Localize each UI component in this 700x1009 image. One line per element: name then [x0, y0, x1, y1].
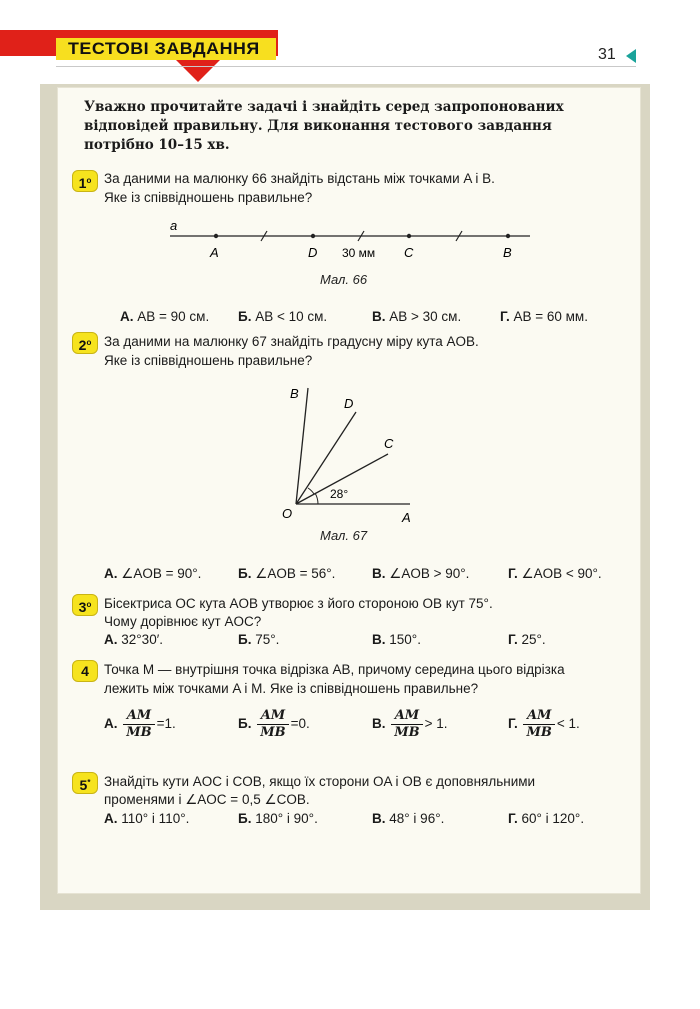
q5-answer-b[interactable]: Б. 180° і 90°.	[238, 811, 318, 826]
q4-answer-d[interactable]: Г. $\frac{AM}{MB}$ < 1.	[508, 708, 580, 740]
q4-answer-a[interactable]: А. $\frac{AM}{MB}$ =1.	[104, 708, 176, 740]
q2-answer-a[interactable]: А. ∠AOB = 90°.	[104, 566, 202, 581]
point-d	[311, 234, 315, 238]
page-number: 31	[598, 46, 616, 63]
q1-answer-c[interactable]: В. AB > 30 см.	[372, 309, 462, 324]
segment-length-label: 30 мм	[342, 246, 376, 260]
question-2-text-line1: За даними на малюнку 67 знайдіть градусну міру кута AOB.	[104, 334, 479, 349]
q1-answer-b[interactable]: Б. AB < 10 см.	[238, 309, 328, 324]
question-3-text-line2: Чому дорівнює кут AOC?	[104, 614, 262, 629]
point-a-label: A	[402, 510, 411, 525]
point-c-label: C	[384, 436, 394, 451]
question-1-text-line1: За даними на малюнку 66 знайдіть відстань між точками A і B.	[104, 171, 495, 186]
figure-66	[160, 216, 540, 266]
question-4-badge: 4	[72, 660, 98, 682]
q5-answer-a[interactable]: А. 110° і 110°.	[104, 811, 190, 826]
question-2-text-line2: Яке із співвідношень правильне?	[104, 353, 313, 368]
question-1-badge: $1^о$	[72, 170, 98, 192]
page-arrow-icon	[626, 49, 636, 63]
question-5-text-line2: променями і ∠AOC = 0,5 ∠COB.	[104, 792, 310, 807]
question-1-text-line2: Яке із співвідношень правильне?	[104, 190, 313, 205]
question-4-text-line2: лежить між точками A і M. Яке із співвідношень правильне?	[104, 681, 479, 696]
point-b-label: B	[290, 386, 299, 401]
figure-67	[270, 378, 430, 528]
q3-answer-a[interactable]: А. 32°30′.	[104, 632, 163, 647]
point-c	[407, 234, 411, 238]
q1-answer-a[interactable]: А. AB = 90 см.	[120, 309, 210, 324]
figure-67-caption: Мал. 67	[320, 528, 368, 543]
angle-arc-2	[308, 488, 314, 494]
question-2-badge: $2^о$	[72, 332, 98, 354]
point-d-label: D	[344, 396, 354, 411]
figure-66-caption: Мал. 66	[320, 272, 368, 287]
fraction-am-mb: $\frac{AM}{MB}$	[391, 708, 422, 741]
q5-answer-c[interactable]: В. 48° і 96°.	[372, 811, 445, 826]
q2-answer-b[interactable]: Б. ∠AOB = 56°.	[238, 566, 336, 581]
point-a	[214, 234, 218, 238]
q2-answer-c[interactable]: В. ∠AOB > 90°.	[372, 566, 470, 581]
header-divider	[56, 66, 636, 67]
fraction-am-mb: $\frac{AM}{MB}$	[257, 708, 288, 741]
angle-label: 28°	[330, 487, 349, 501]
angle-arc-1	[315, 493, 318, 504]
q3-answer-c[interactable]: В. 150°.	[372, 632, 421, 647]
q5-answer-d[interactable]: Г. 60° і 120°.	[508, 811, 585, 826]
q4-answer-b[interactable]: Б. $\frac{AM}{MB}$ =0.	[238, 708, 310, 740]
question-5-badge: 5*	[72, 772, 98, 794]
ray-ob	[296, 388, 308, 504]
point-d-label: D	[308, 245, 318, 260]
question-4-text-line1: Точка M — внутрішня точка відрізка AB, причому середина цього відрізка	[104, 662, 565, 677]
question-3-text-line1: Бісектриса OC кута AOB утворює з його стороною OB кут 75°.	[104, 596, 493, 611]
section-title: ТЕСТОВІ ЗАВДАННЯ	[68, 39, 260, 58]
q3-answer-b[interactable]: Б. 75°.	[238, 632, 280, 647]
intro-text: Уважно прочитайте задачі і знайдіть серед запропонованих відповідей правильну. Для виконання тестового завдання потрібно 10–15 хв.	[84, 99, 564, 153]
fraction-am-mb: $\frac{AM}{MB}$	[123, 708, 154, 741]
q4-answer-c[interactable]: В. $\frac{AM}{MB}$ > 1.	[372, 708, 448, 740]
line-a-label: a	[170, 218, 178, 233]
question-5-text-line1: Знайдіть кути AOC і COB, якщо їх сторони OA і OB є доповняльними	[104, 774, 536, 789]
point-b	[506, 234, 510, 238]
question-3-badge: $3^о$	[72, 594, 98, 616]
q2-answer-d[interactable]: Г. ∠AOB < 90°.	[508, 566, 602, 581]
header-pointer-icon	[176, 60, 220, 82]
point-c-label: C	[404, 245, 414, 260]
point-b-label: B	[503, 245, 512, 260]
fraction-am-mb: $\frac{AM}{MB}$	[523, 708, 554, 741]
point-a-label: A	[210, 245, 219, 260]
point-o-label: O	[282, 506, 293, 521]
q1-answer-d[interactable]: Г. AB = 60 мм.	[500, 309, 588, 324]
q3-answer-d[interactable]: Г. 25°.	[508, 632, 546, 647]
